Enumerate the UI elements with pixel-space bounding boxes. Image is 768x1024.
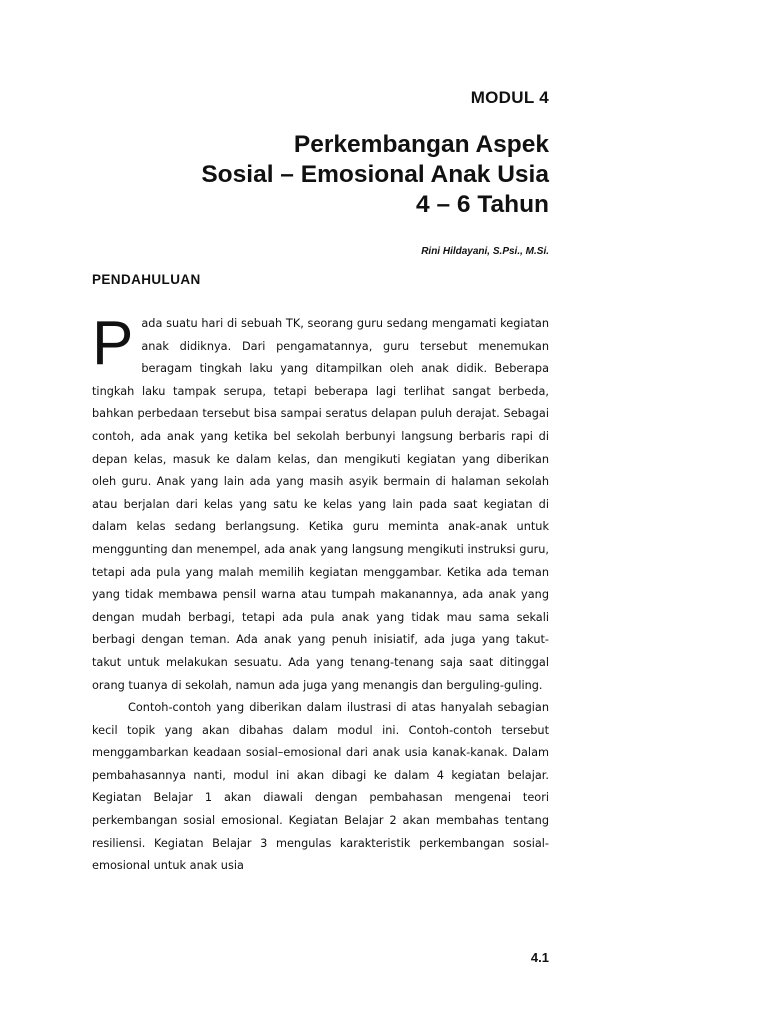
drop-cap: P <box>92 309 134 378</box>
paragraph-1 <box>92 309 549 697</box>
title-line-1: Perkembangan Aspek <box>293 131 549 158</box>
module-label: MODUL 4 <box>470 88 549 107</box>
body-text <box>92 309 549 878</box>
title-line-3: 4 – 6 Tahun <box>416 191 549 218</box>
section-heading: PENDAHULUAN <box>92 272 201 287</box>
chapter-title <box>129 130 549 220</box>
page-number: 4.1 <box>530 950 549 965</box>
author-name: Rini Hildayani, S.Psi., M.Si. <box>421 246 549 257</box>
title-line-2: Sosial – Emosional Anak Usia <box>201 161 549 188</box>
paragraph-1-text: ada suatu hari di sebuah TK, seorang guru sedang mengamati kegiatan anak didiknya. Dari pengamatannya, guru tersebut menemukan beragam tingkah laku yang ditampilkan oleh anak didik. Beberapa tingkah laku tampak serupa, tetapi beberapa lagi terlihat sangat berbeda, bahkan perbedaan tersebut bisa sampai seratus delapan puluh derajat. Sebagai contoh, ada anak yang ketika bel sekolah berbunyi langsung berbaris rapi di depan kelas, masuk ke dalam kelas, dan mengikuti kegiatan yang diberikan oleh guru. Anak yang lain ada yang masih asyik bermain di halaman sekolah atau berjalan dari kelas yang satu ke kelas yang lain pada saat kegiatan di dalam kelas sedang berlangsung. Ketika guru meminta anak-anak untuk menggunting dan menempel, ada anak yang langsung mengikuti instruksi guru, tetapi ada pula yang malah memilih kegiatan menggambar. Ketika ada teman yang tidak membawa pensil warna atau tumpah makanannya, ada anak yang dengan mudah berbagi, tetapi ada pula anak yang tidak mau sama sekali berbagi dengan teman. Ada anak yang penuh inisiatif, ada juga yang takut-takut untuk melakukan sesuatu. Ada yang tenang-tenang saja saat ditinggal orang tuanya di sekolah, namun ada juga yang menangis dan berguling-guling. <box>92 317 549 692</box>
paragraph-2: Contoh-contoh yang diberikan dalam ilustrasi di atas hanyalah sebagian kecil topik yang akan dibahas dalam modul ini. Contoh-contoh tersebut menggambarkan keadaan sosial–emosional dari anak usia kanak-kanak. Dalam pembahasannya nanti, modul ini akan dibagi ke dalam 4 kegiatan belajar. Kegiatan Belajar 1 akan diawali dengan pembahasan mengenai teori perkembangan sosial emosional. Kegiatan Belajar 2 akan membahas tentang resiliensi. Kegiatan Belajar 3 mengulas karakteristik perkembangan sosial-emosional untuk anak usia <box>92 701 549 873</box>
